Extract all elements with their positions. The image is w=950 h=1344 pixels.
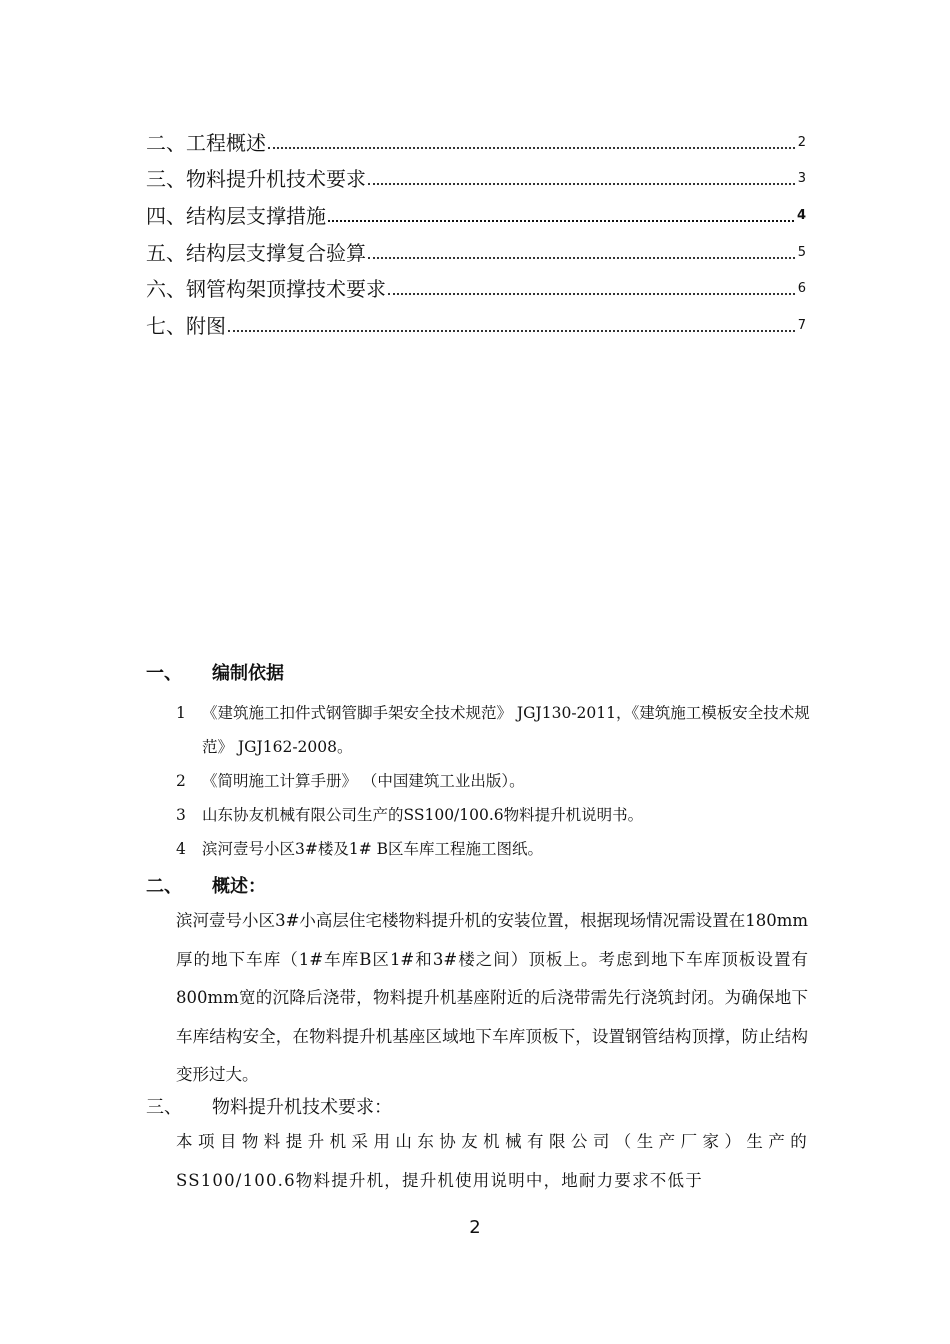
toc-entry-title: 钢管构架顶撑技术要求 bbox=[186, 277, 386, 302]
toc-entry-number: 五、 bbox=[146, 240, 186, 265]
toc-dot-leader bbox=[228, 329, 795, 332]
toc-entry[interactable] bbox=[146, 191, 806, 228]
toc-entry-page: 2 bbox=[797, 134, 806, 150]
toc-entry-number: 三、 bbox=[146, 167, 186, 192]
list-item bbox=[176, 798, 812, 832]
page-number: 2 bbox=[469, 1217, 481, 1238]
reference-list bbox=[176, 696, 812, 866]
list-item-number: 3 bbox=[176, 806, 186, 824]
toc-dot-leader bbox=[368, 256, 795, 259]
toc-entry[interactable] bbox=[146, 155, 806, 192]
toc-entry[interactable] bbox=[146, 118, 806, 155]
toc-entry-title: 结构层支撑复合验算 bbox=[186, 240, 366, 265]
section-number: 二、 bbox=[146, 876, 182, 897]
toc-entry-number: 七、 bbox=[146, 314, 186, 339]
overview-paragraph: 滨河壹号小区3#小高层住宅楼物料提升机的安装位置，根据现场情况需设置在180mm厚的地下车库（1#车库B区1#和3#楼之间）顶板上。考虑到地下车库顶板设置有800mm宽的沉降后浇带，物料提升机基座附近的后浇带需先行浇筑封闭。为确保地下车库结构安全，在物料提升机基座区域地下车库顶板下，设置钢管结构顶撑，防止结构变形过大。 bbox=[176, 911, 808, 1084]
hoist-requirements-paragraph: 本项目物料提升机采用山东协友机械有限公司（生产厂家）生产的SS100/100.6物料提升机，提升机使用说明中，地耐力要求不低于 bbox=[176, 1132, 808, 1190]
section-heading-hoist-requirements bbox=[146, 1095, 392, 1121]
list-item-number: 2 bbox=[176, 772, 186, 790]
toc-entry[interactable] bbox=[146, 265, 806, 302]
table-of-contents bbox=[146, 118, 806, 338]
list-item-number: 1 bbox=[176, 704, 186, 722]
toc-entry-number: 二、 bbox=[146, 130, 186, 155]
list-item bbox=[176, 764, 812, 798]
section-title: 物料提升机技术要求： bbox=[212, 1097, 392, 1118]
list-item bbox=[176, 696, 812, 764]
list-item-text: 《建筑施工扣件式钢管脚手架安全技术规范》 JGJ130-2011，《建筑施工模板安全技术规范》 JGJ162-2008。 bbox=[202, 704, 810, 756]
list-item-text: 滨河壹号小区3#楼及1# B区车库工程施工图纸。 bbox=[202, 840, 544, 858]
toc-entry[interactable] bbox=[146, 228, 806, 265]
section-title: 概述： bbox=[212, 876, 266, 897]
list-item-text: 《简明施工计算手册》 （中国建筑工业出版）。 bbox=[202, 772, 525, 790]
toc-entry-page: 7 bbox=[797, 318, 806, 334]
section-number: 一、 bbox=[146, 663, 182, 684]
toc-entry-page: 3 bbox=[797, 171, 806, 187]
toc-entry-title: 结构层支撑措施 bbox=[186, 204, 326, 229]
toc-dot-leader bbox=[368, 182, 795, 185]
toc-entry-title: 物料提升机技术要求 bbox=[186, 167, 366, 192]
section-title: 编制依据 bbox=[212, 663, 284, 684]
toc-entry-title: 附图 bbox=[186, 314, 226, 339]
toc-dot-leader bbox=[388, 292, 795, 295]
toc-entry-page: 4 bbox=[796, 208, 806, 224]
toc-entry-page: 5 bbox=[797, 244, 806, 260]
section-number: 三、 bbox=[146, 1097, 182, 1118]
toc-entry-number: 四、 bbox=[146, 204, 186, 229]
toc-dot-leader bbox=[328, 219, 794, 222]
toc-dot-leader bbox=[268, 146, 795, 149]
list-item-text: 山东协友机械有限公司生产的SS100/100.6物料提升机说明书。 bbox=[202, 806, 644, 824]
toc-entry-page: 6 bbox=[797, 281, 806, 297]
section-heading-overview bbox=[146, 874, 266, 900]
section-heading-basis bbox=[146, 661, 284, 687]
list-item bbox=[176, 832, 812, 866]
toc-entry[interactable] bbox=[146, 301, 806, 338]
list-item-number: 4 bbox=[176, 840, 186, 858]
toc-entry-number: 六、 bbox=[146, 277, 186, 302]
toc-entry-title: 工程概述 bbox=[186, 130, 266, 155]
